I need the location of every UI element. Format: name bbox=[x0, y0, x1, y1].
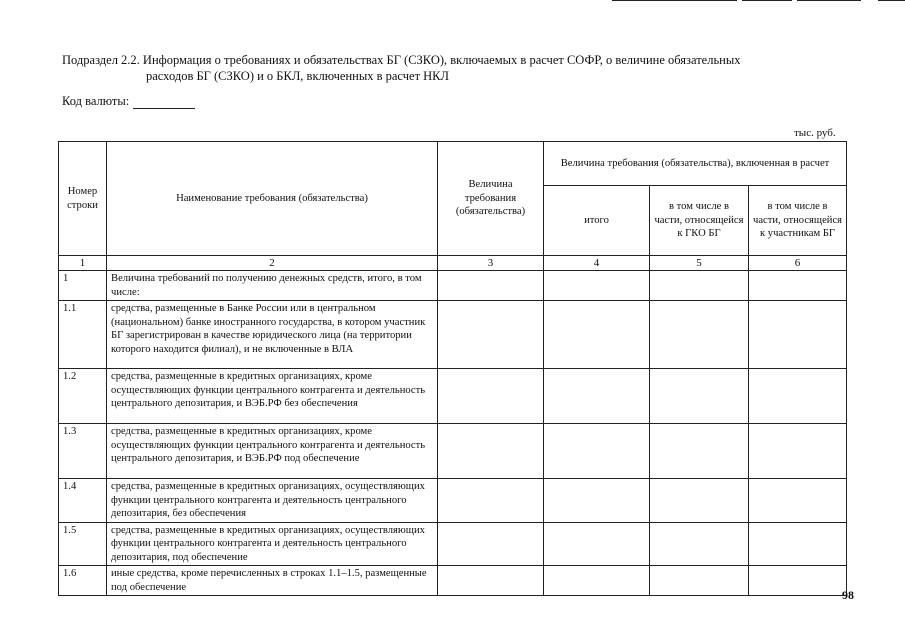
participants-cell bbox=[749, 566, 847, 596]
col-number: 4 bbox=[544, 256, 650, 271]
row-name: иные средства, кроме перечисленных в строках 1.1–1.5, размещенные под обеспечение bbox=[107, 566, 438, 596]
row-number: 1.1 bbox=[59, 301, 107, 369]
gko-cell bbox=[650, 369, 749, 424]
col-number: 6 bbox=[749, 256, 847, 271]
participants-cell bbox=[749, 271, 847, 301]
total-cell bbox=[544, 479, 650, 523]
row-name: средства, размещенные в кредитных организациях, осуществляющих функции центрального контрагента и деятельность центрального депозитария, без обеспечения bbox=[107, 479, 438, 523]
header-gko: в том числе в части, относящейся к ГКО БГ bbox=[650, 186, 749, 256]
total-cell bbox=[544, 566, 650, 596]
col-number: 2 bbox=[107, 256, 438, 271]
row-number: 1.5 bbox=[59, 522, 107, 566]
value-cell bbox=[438, 271, 544, 301]
total-cell bbox=[544, 522, 650, 566]
col-number: 1 bbox=[59, 256, 107, 271]
value-cell bbox=[438, 566, 544, 596]
total-cell bbox=[544, 271, 650, 301]
page-number: 98 bbox=[842, 588, 854, 602]
row-name: средства, размещенные в кредитных организациях, кроме осуществляющих функции центрального контрагента и деятельность центрального депозитария, и ВЭБ.РФ под обеспечение bbox=[107, 424, 438, 479]
row-name: Величина требований по получению денежных средств, итого, в том числе: bbox=[107, 271, 438, 301]
table-row bbox=[59, 424, 847, 479]
col-number: 3 bbox=[438, 256, 544, 271]
header-included: Величина требования (обязательства), включенная в расчет bbox=[544, 142, 847, 186]
table-row bbox=[59, 522, 847, 566]
top-rule-4 bbox=[878, 0, 905, 1]
table-row bbox=[59, 566, 847, 596]
row-number: 1.3 bbox=[59, 424, 107, 479]
participants-cell bbox=[749, 522, 847, 566]
table-row bbox=[59, 479, 847, 523]
total-cell bbox=[544, 369, 650, 424]
value-cell bbox=[438, 301, 544, 369]
gko-cell bbox=[650, 424, 749, 479]
currency-code-label: Код валюты: bbox=[62, 94, 130, 108]
gko-cell bbox=[650, 566, 749, 596]
requirements-table bbox=[58, 141, 847, 596]
participants-cell bbox=[749, 479, 847, 523]
row-name: средства, размещенные в кредитных организациях, кроме осуществляющих функции центрального контрагента и деятельность центрального депозитария, и ВЭБ.РФ без обеспечения bbox=[107, 369, 438, 424]
participants-cell bbox=[749, 301, 847, 369]
total-cell bbox=[544, 424, 650, 479]
participants-cell bbox=[749, 424, 847, 479]
row-number: 1.4 bbox=[59, 479, 107, 523]
section-title-line2: расходов БГ (СЗКО) и о БКЛ, включенных в расчет НКЛ bbox=[146, 69, 449, 83]
currency-code bbox=[62, 94, 195, 109]
section-title bbox=[62, 52, 848, 84]
top-rule-3 bbox=[797, 0, 861, 1]
value-cell bbox=[438, 424, 544, 479]
table-row bbox=[59, 369, 847, 424]
col-number: 5 bbox=[650, 256, 749, 271]
value-cell bbox=[438, 369, 544, 424]
gko-cell bbox=[650, 522, 749, 566]
row-number: 1 bbox=[59, 271, 107, 301]
table-row bbox=[59, 271, 847, 301]
row-name: средства, размещенные в Банке России или в центральном (национальном) банке иностранного государства, в котором участник БГ зарегистрирован в качестве юридического лица (на территории которого находится филиал), и не включенные в ВЛА bbox=[107, 301, 438, 369]
header-value: Величина требования (обязательства) bbox=[438, 142, 544, 256]
row-number: 1.2 bbox=[59, 369, 107, 424]
gko-cell bbox=[650, 301, 749, 369]
value-cell bbox=[438, 479, 544, 523]
unit-label: тыс. руб. bbox=[794, 127, 836, 139]
participants-cell bbox=[749, 369, 847, 424]
row-number: 1.6 bbox=[59, 566, 107, 596]
top-rule-1 bbox=[612, 0, 737, 1]
header-total: итого bbox=[544, 186, 650, 256]
gko-cell bbox=[650, 271, 749, 301]
gko-cell bbox=[650, 479, 749, 523]
header-participants: в том числе в части, относящейся к участникам БГ bbox=[749, 186, 847, 256]
section-title-line1: Подраздел 2.2. Информация о требованиях и обязательствах БГ (СЗКО), включаемых в расчет СОФР, о величине обязательных bbox=[62, 53, 741, 67]
top-rule-2 bbox=[742, 0, 792, 1]
total-cell bbox=[544, 301, 650, 369]
value-cell bbox=[438, 522, 544, 566]
row-name: средства, размещенные в кредитных организациях, осуществляющих функции центрального контрагента и деятельность центрального депозитария, под обеспечение bbox=[107, 522, 438, 566]
table-row bbox=[59, 301, 847, 369]
header-row-number: Номер строки bbox=[59, 142, 107, 256]
currency-code-blank bbox=[133, 96, 195, 109]
header-name: Наименование требования (обязательства) bbox=[107, 142, 438, 256]
